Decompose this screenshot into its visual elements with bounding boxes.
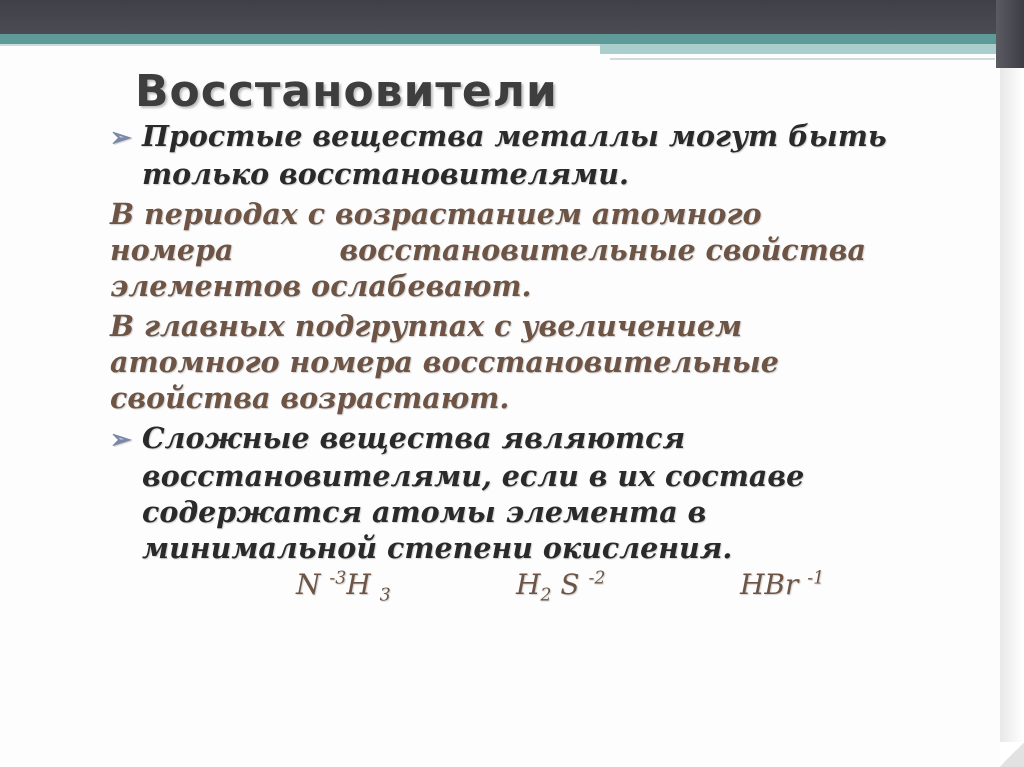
text-line: В периодах с возрастанием атомного	[110, 197, 762, 231]
formula-ammonia	[296, 568, 391, 606]
divider-shadow	[610, 58, 995, 60]
header-band-end	[996, 0, 1024, 68]
arrow-bullet-icon: ➢	[110, 123, 132, 153]
text-line: элементов ослабевают.	[110, 269, 532, 303]
paragraph-subgroups	[110, 308, 910, 416]
formula-element: S	[551, 568, 589, 601]
bullet-text-line: Простые вещества металлы могут быть	[142, 119, 887, 153]
page-curl-corner	[1000, 742, 1024, 767]
formula-subscript: 2	[540, 585, 552, 606]
text-line-part: восстановительные свойства	[339, 233, 866, 267]
formula-hydrogen-bromide	[740, 568, 824, 601]
page-edge	[1000, 0, 1024, 767]
paragraph-periods	[110, 196, 910, 304]
bullet-text-line: минимальной степени окисления.	[142, 531, 733, 565]
formula-element: N	[296, 568, 330, 601]
slide-title: Восстановители	[135, 66, 558, 117]
bullet-simple-substances	[110, 118, 910, 192]
oxidation-state: -2	[588, 568, 606, 589]
formula-element: H	[516, 568, 541, 601]
text-line: свойства возрастают.	[110, 381, 510, 415]
arrow-bullet-icon: ➢	[110, 425, 132, 455]
oxidation-state: -3	[329, 568, 347, 589]
bullet-text-line: только восстановителями.	[142, 157, 629, 191]
bullet-text-line: восстановителями, если в их составе	[142, 459, 805, 493]
bullet-text-line: содержатся атомы элемента в	[142, 495, 707, 529]
accent-stripe	[0, 34, 1000, 44]
accent-stripe-light	[600, 44, 1000, 54]
formula-row	[0, 568, 1024, 608]
bullet-text-line: Сложные вещества являются	[142, 421, 686, 455]
text-line: В главных подгруппах с увеличением	[110, 309, 743, 343]
formula-element: H	[346, 568, 380, 601]
text-line-part: номера	[110, 233, 234, 267]
divider-line	[0, 44, 600, 46]
text-line: атомного номера восстановительные	[110, 345, 779, 379]
slide-body	[110, 118, 910, 570]
formula-element: HBr	[740, 568, 808, 601]
formula-subscript: 3	[379, 585, 391, 606]
formula-hydrogen-sulfide	[516, 568, 605, 606]
bullet-complex-substances	[110, 420, 910, 566]
oxidation-state: -1	[807, 568, 825, 589]
header-band	[0, 0, 1024, 34]
